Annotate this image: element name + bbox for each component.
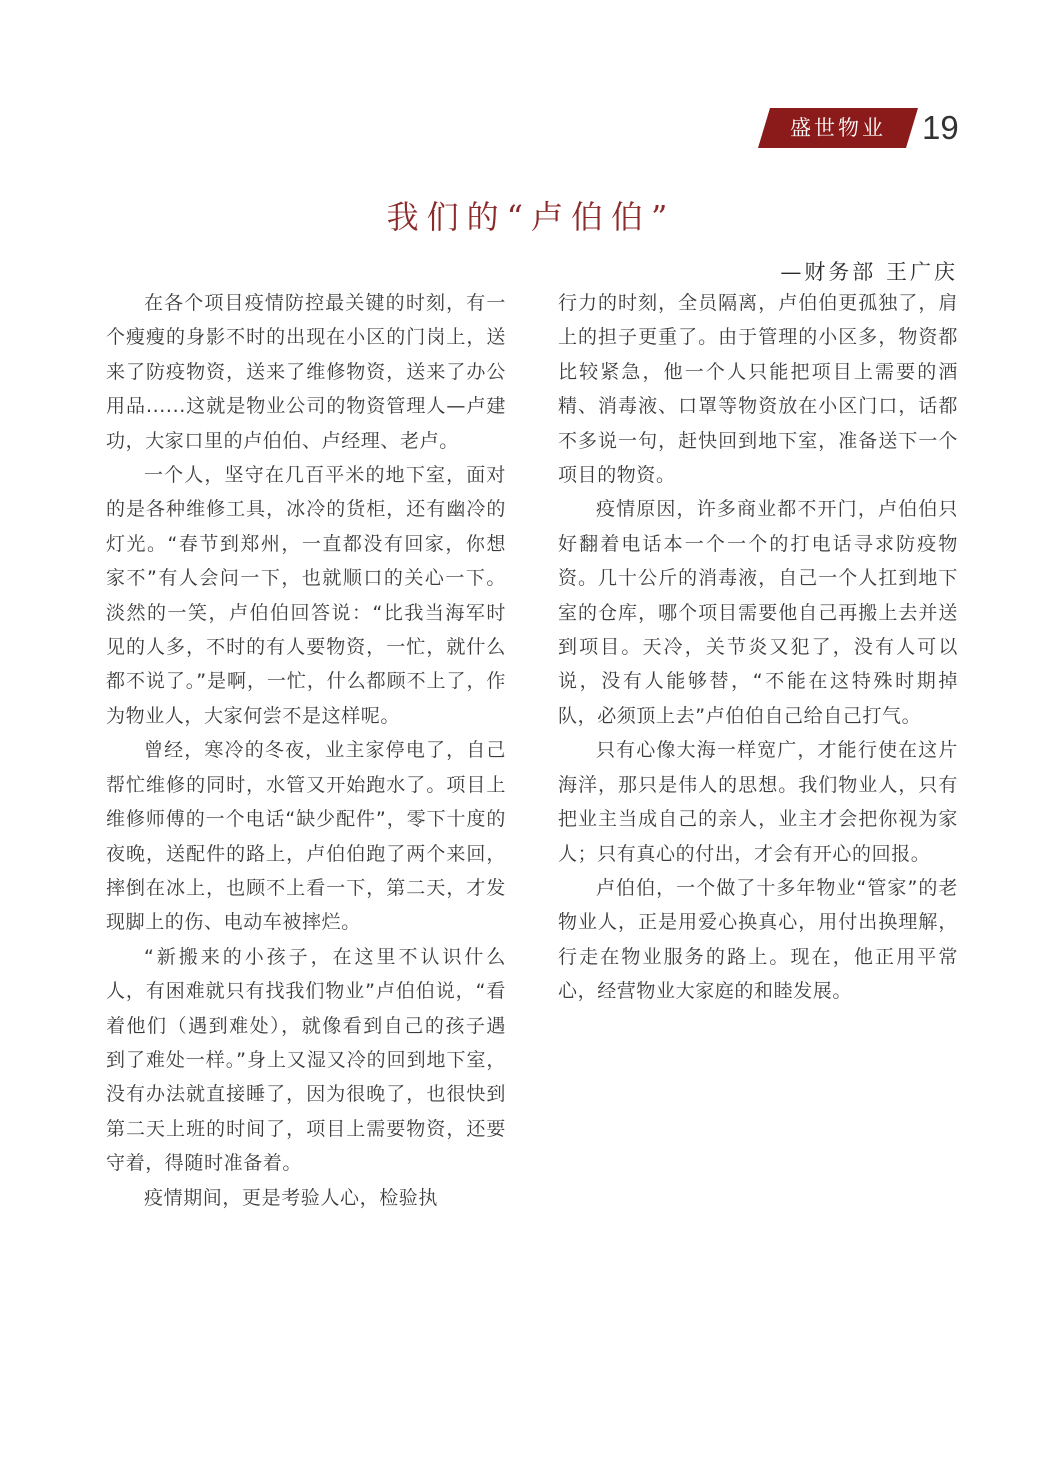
page-number: 19 (922, 109, 959, 146)
paragraph: 一个人，坚守在几百平米的地下室，面对的是各种维修工具，冰冷的货柜，还有幽冷的灯光。“春节到郑州，一直都没有回家，你想家不”有人会问一下，也就顺口的关心一下。淡然的一笑，卢伯伯回答说：“比我当海军时见的人多，不时的有人要物资，一忙，就什么都不说了。”是啊，一忙，什么都顾不上了，作为物业人，大家何尝不是这样呢。 (106, 464, 506, 727)
paragraph: 卢伯伯，一个做了十多年物业“管家”的老物业人，正是用爱心换真心，用付出换理解，行走在物业服务的路上。现在，他正用平常心，经营物业大家庭的和睦发展。 (558, 876, 958, 1003)
paragraph: 疫情原因，许多商业都不开门，卢伯伯只好翻着电话本一个一个的打电话寻求防疫物资。几十公斤的消毒液，自己一个人扛到地下室的仓库，哪个项目需要他自己再搬上去并送到项目。天冷，关节炎又犯了，没有人可以说，没有人能够替，“不能在这特殊时期掉队，必须顶上去”卢伯伯自己给自己打气。 (558, 498, 958, 727)
article-title: 我们的“卢伯伯” (386, 198, 676, 236)
paragraph: 在各个项目疫情防控最关键的时刻，有一个瘦瘦的身影不时的出现在小区的门岗上，送来了防疫物资，送来了维修物资，送来了办公用品......这就是物业公司的物资管理人—卢建功，大家口里的卢伯伯、卢经理、老卢。 (106, 292, 506, 452)
article-byline: —财务部 王广庆 (780, 260, 958, 284)
section-tag (758, 108, 918, 148)
paragraph-continuation: 行力的时刻，全员隔离，卢伯伯更孤独了，肩上的担子更重了。由于管理的小区多，物资都比较紧急，他一个人只能把项目上需要的酒精、消毒液、口罩等物资放在小区门口，话都不多说一句，赶快回到地下室，准备送下一个项目的物资。 (558, 292, 958, 487)
paragraph: 疫情期间，更是考验人心，检验执 (144, 1186, 439, 1209)
left-column (106, 286, 506, 1215)
right-column (558, 286, 958, 1009)
paragraph: “新搬来的小孩子，在这里不认识什么人，有困难就只有找我们物业”卢伯伯说，“看着他们（遇到难处），就像看到自己的孩子遇到了难处一样。”身上又湿又冷的回到地下室，没有办法就直接睡了，因为很晚了，也很快到第二天上班的时间了，项目上需要物资，还要守着，得随时准备着。 (106, 945, 506, 1175)
paragraph: 只有心像大海一样宽广，才能行使在这片海洋，那只是伟人的思想。我们物业人，只有把业主当成自己的亲人，业主才会把你视为家人；只有真心的付出，才会有开心的回报。 (558, 739, 958, 865)
section-label: 盛世物业 (790, 116, 886, 140)
paragraph: 曾经，寒冷的冬夜，业主家停电了，自己帮忙维修的同时，水管又开始跑水了。项目上维修师傅的一个电话“缺少配件”，零下十度的夜晚，送配件的路上，卢伯伯跑了两个来回，摔倒在冰上，也顾不上看一下，第二天，才发现脚上的伤、电动车被摔烂。 (106, 739, 506, 934)
